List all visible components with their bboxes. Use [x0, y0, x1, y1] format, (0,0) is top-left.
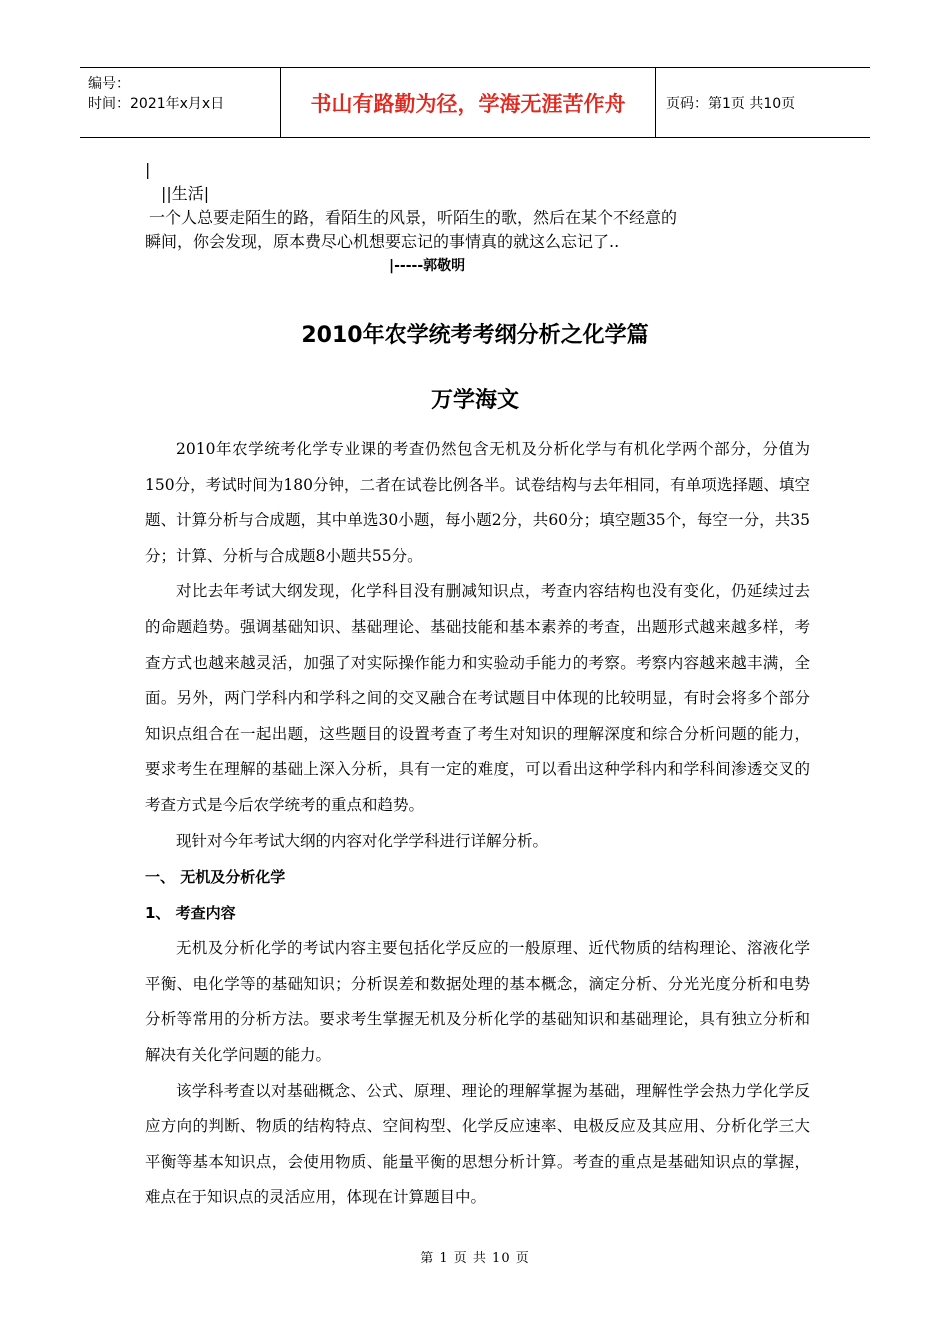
document-body	[145, 432, 810, 1216]
quote-author: |-----郭敬明	[389, 258, 466, 274]
paragraph: 对比去年考试大纲发现，化学科目没有删减知识点，考查内容结构也没有变化，仍延续过去的命题趋势。强调基础知识、基础理论、基础技能和基本素养的考查，出题形式越来越多样，考查方式也越来越灵活，加强了对实际操作能力和实验动手能力的考察。考察内容越来越丰满，全面。另外，两门学科内和学科之间的交叉融合在考试题目中体现的比较明显，有时会将多个部分知识点组合在一起出题，这些题目的设置考查了考生对知识的理解深度和综合分析问题的能力，要求考生在理解的基础上深入分析，具有一定的难度，可以看出这种学科内和学科间渗透交叉的考查方式是今后农学统考的重点和趋势。	[145, 582, 810, 814]
paragraph: 现针对今年考试大纲的内容对化学学科进行详解分析。	[176, 831, 549, 850]
document-subtitle: 万学海文	[430, 388, 519, 413]
quote-line-4: 瞬间，你会发现，原本费尽心机想要忘记的事情真的就这么忘记了..	[145, 232, 620, 251]
quote-line-2: ||生活|	[161, 184, 210, 203]
header-left	[80, 68, 280, 137]
quote-line-1: |	[145, 160, 151, 179]
quote-line-3: 一个人总要走陌生的路，看陌生的风景，听陌生的歌，然后在某个不经意的	[149, 208, 678, 227]
section-heading: 一、 无机及分析化学	[145, 868, 286, 887]
document-title: 2010年农学统考考纲分析之化学篇	[301, 323, 649, 348]
header-motto: 书山有路勤为径，学海无涯苦作舟	[280, 68, 656, 137]
page-header	[80, 67, 870, 138]
subsection-heading: 1、 考查内容	[145, 904, 236, 923]
paragraph: 2010年农学统考化学专业课的考查仍然包含无机及分析化学与有机化学两个部分，分值为150分，考试时间为180分钟，二者在试卷比例各半。试卷结构与去年相同，有单项选择题、填空题、计算分析与合成题，其中单选30小题，每小题2分，共60分；填空题35个，每空一分，共35分；计算、分析与合成题8小题共55分。	[145, 440, 810, 565]
header-page-info: 页码：第1页 共10页	[666, 95, 796, 112]
page-footer: 第 1 页 共 10 页	[420, 1251, 530, 1266]
paragraph: 无机及分析化学的考试内容主要包括化学反应的一般原理、近代物质的结构理论、溶液化学平衡、电化学等的基础知识；分析误差和数据处理的基本概念，滴定分析、分光光度分析和电势分析等常用的分析方法。要求考生掌握无机及分析化学的基础知识和基础理论，具有独立分析和解决有关化学问题的能力。	[145, 939, 810, 1064]
quote-block	[145, 158, 825, 278]
time-label: 时间：2021年x月x日	[88, 96, 225, 112]
number-label: 编号：	[88, 76, 130, 92]
paragraph: 该学科考查以对基础概念、公式、原理、理论的理解掌握为基础，理解性学会热力学化学反应方向的判断、物质的结构特点、空间构型、化学反应速率、电极反应及其应用、分析化学三大平衡等基本知识点，会使用物质、能量平衡的思想分析计算。考查的重点是基础知识点的掌握，难点在于知识点的灵活应用，体现在计算题目中。	[145, 1081, 810, 1207]
